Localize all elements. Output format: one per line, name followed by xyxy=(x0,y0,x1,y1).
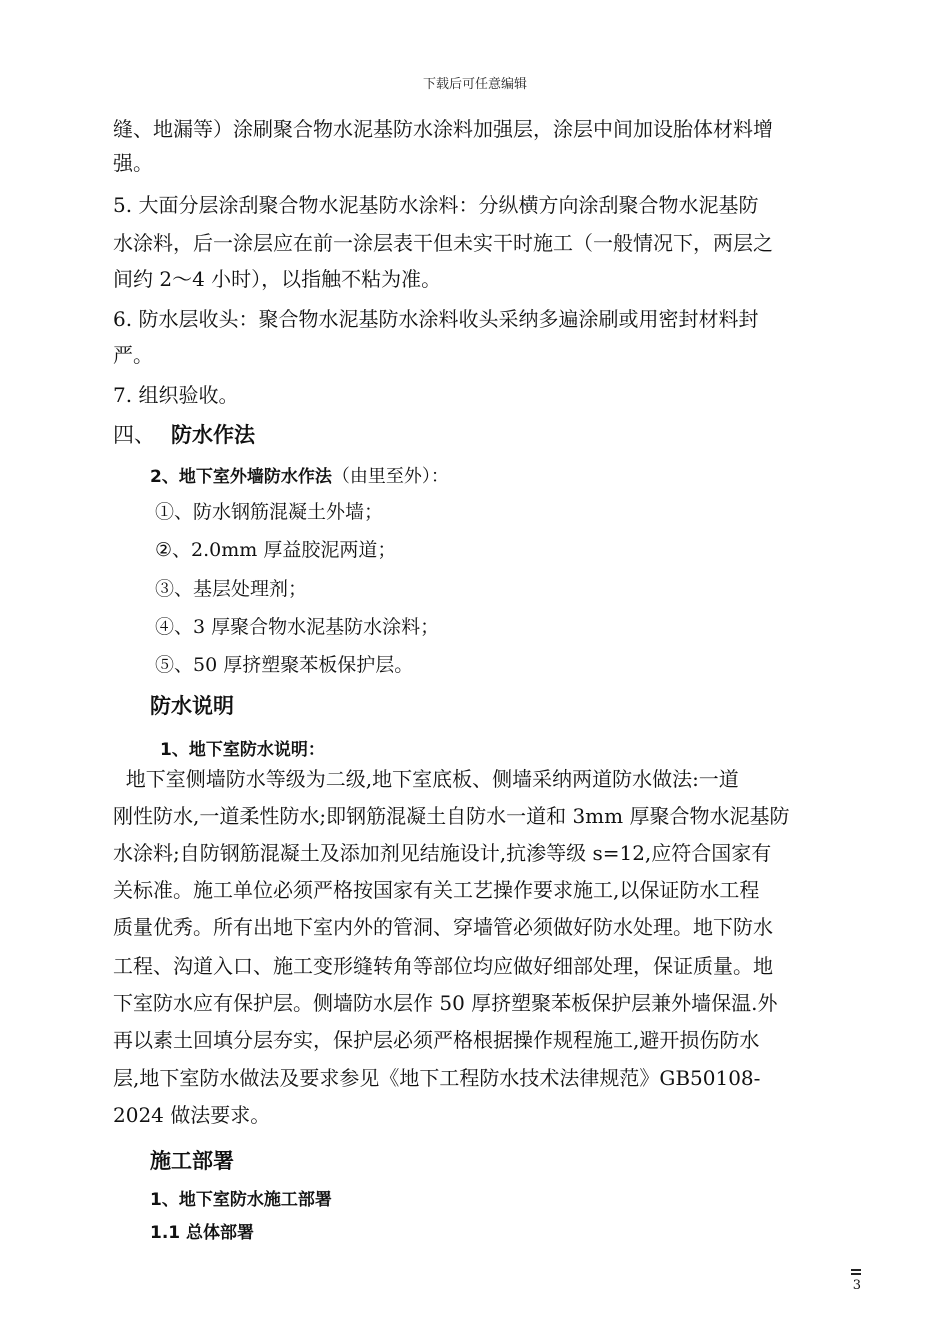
page-header: 下载后可任意编辑 xyxy=(422,77,527,92)
wall-method-title xyxy=(150,462,449,488)
desc-line-3: 水涂料;自防钢筋混凝土及添加剂见结施设计,抗渗等级 s=12,应符合国家有 xyxy=(113,841,772,865)
desc-line-5: 质量优秀。所有出地下室内外的管洞、穿墙管必须做好防水处理。地下防水 xyxy=(113,915,773,939)
desc-line-8: 再以素土回填分层夯实，保护层必须严格根据操作规程施工,避开损伤防水 xyxy=(113,1028,760,1052)
deploy-subheading: 1、地下室防水施工部署 xyxy=(150,1190,332,1210)
body-line-3: 5. 大面分层涂刮聚合物水泥基防水涂料：分纵横方向涂刮聚合物水泥基防 xyxy=(113,193,759,217)
page-mark-icon xyxy=(851,1269,861,1277)
wall-item-5: ⑤、50 厚挤塑聚苯板保护层。 xyxy=(155,654,414,676)
desc-subheading: 1、地下室防水说明： xyxy=(160,740,325,760)
desc-line-7: 下室防水应有保护层。侧墙防水层作 50 厚挤塑聚苯板保护层兼外墙保温.外 xyxy=(113,991,778,1015)
body-line-2: 强。 xyxy=(113,151,153,175)
body-line-7: 严。 xyxy=(113,343,153,367)
desc-line-4: 关标准。施工单位必须严格按国家有关工艺操作要求施工,以保证防水工程 xyxy=(113,878,760,902)
body-line-4: 水涂料，后一涂层应在前一涂层表干但未实干时施工（一般情况下，两层之 xyxy=(113,231,773,255)
desc-heading: 防水说明 xyxy=(150,694,234,718)
wall-item-2: ②、2.0mm 厚益胶泥两道； xyxy=(155,539,397,561)
desc-line-1: 地下室侧墙防水等级为二级,地下室底板、侧墙采纳两道防水做法:一道 xyxy=(113,767,739,791)
deploy-subsubheading: 1.1 总体部署 xyxy=(150,1223,255,1243)
wall-item-3: ③、基层处理剂； xyxy=(155,578,308,600)
wall-item-1: ①、防水钢筋混凝土外墙； xyxy=(155,501,384,523)
wall-item-4: ④、3 厚聚合物水泥基防水涂料； xyxy=(155,616,440,638)
body-line-6: 6. 防水层收头：聚合物水泥基防水涂料收头采纳多遍涂刷或用密封材料封 xyxy=(113,307,759,331)
section-heading-4 xyxy=(113,420,255,450)
desc-line-9: 层,地下室防水做法及要求参见《地下工程防水技术法律规范》GB50108- xyxy=(113,1066,761,1090)
body-line-1: 缝、地漏等）涂刷聚合物水泥基防水涂料加强层，涂层中间加设胎体材料增 xyxy=(113,117,773,141)
deploy-heading: 施工部署 xyxy=(150,1149,234,1173)
section-number: 四、 xyxy=(113,423,155,447)
body-line-8: 7. 组织验收。 xyxy=(113,383,239,407)
section-title: 防水作法 xyxy=(171,423,255,447)
desc-line-2: 刚性防水,一道柔性防水;即钢筋混凝土自防水一道和 3mm 厚聚合物水泥基防 xyxy=(113,804,790,828)
wall-method-title-bold: 2、地下室外墙防水作法 xyxy=(150,467,332,487)
body-line-5: 间约 2～4 小时），以指触不粘为准。 xyxy=(113,267,442,291)
page-number: 3 xyxy=(852,1278,861,1293)
wall-method-title-rest: （由里至外）： xyxy=(331,466,449,487)
desc-line-10: 2024 做法要求。 xyxy=(113,1103,271,1127)
desc-line-6: 工程、沟道入口、施工变形缝转角等部位均应做好细部处理，保证质量。地 xyxy=(113,954,773,978)
